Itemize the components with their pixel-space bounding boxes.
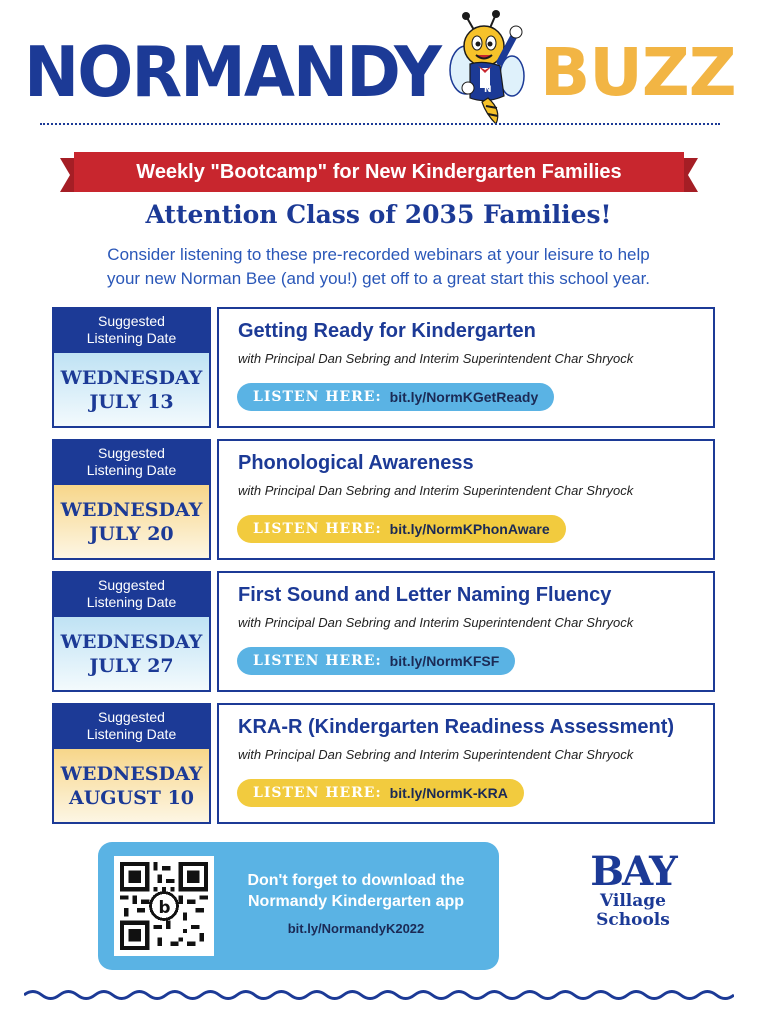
- bee-mascot-icon: [440, 10, 540, 128]
- bay-village-schools-logo: [588, 848, 678, 960]
- date-caption-line-2: Listening Date: [86, 726, 177, 742]
- date-caption-line-1: Suggested: [98, 445, 165, 461]
- listen-link-button[interactable]: [237, 515, 566, 543]
- suggested-date-box: [52, 307, 211, 428]
- app-download-link[interactable]: bit.ly/NormandyK2022: [287, 921, 425, 936]
- session-info-box: [217, 571, 715, 692]
- suggested-date-box: [52, 571, 211, 692]
- session-row: [52, 307, 715, 428]
- ribbon-title: Weekly "Bootcamp" for New Kindergarten Families: [136, 160, 622, 183]
- session-info-box: [217, 703, 715, 824]
- listen-url[interactable]: bit.ly/NormKGetReady: [389, 389, 539, 405]
- session-info-box: [217, 307, 715, 428]
- listen-label: LISTEN HERE:: [253, 785, 382, 801]
- intro-line-2: your new Norman Bee (and you!) get off to a great start this school year.: [106, 269, 651, 288]
- listen-label: LISTEN HERE:: [253, 653, 382, 669]
- date-day: WEDNESDAY: [60, 498, 203, 521]
- date-date: JULY 20: [89, 522, 174, 545]
- svg-text:b: b: [158, 897, 171, 918]
- session-info-box: [217, 439, 715, 560]
- date-date: JULY 13: [89, 390, 174, 413]
- date-date: AUGUST 10: [68, 786, 195, 809]
- date-value: [54, 353, 209, 426]
- masthead-divider: [40, 123, 720, 125]
- app-download-card[interactable]: [98, 842, 499, 970]
- date-value: [54, 617, 209, 690]
- intro-text: [40, 243, 717, 291]
- masthead-title-normandy: NORMANDY: [24, 32, 440, 113]
- date-caption: [54, 441, 209, 485]
- listen-label: LISTEN HERE:: [253, 521, 382, 537]
- date-caption: [54, 705, 209, 749]
- date-caption-line-2: Listening Date: [86, 330, 177, 346]
- logo-word-schools: Schools: [596, 910, 670, 930]
- date-date: JULY 27: [89, 654, 174, 677]
- session-row: [52, 439, 715, 560]
- masthead: [0, 0, 757, 130]
- session-title: Phonological Awareness: [238, 452, 474, 474]
- app-promo-line-2: Normandy Kindergarten app: [247, 893, 465, 910]
- date-caption-line-1: Suggested: [98, 313, 165, 329]
- svg-text:N: N: [484, 85, 492, 95]
- date-value: [54, 749, 209, 822]
- qr-code-icon[interactable]: [114, 856, 214, 956]
- listen-link-button[interactable]: [237, 383, 554, 411]
- listen-url[interactable]: bit.ly/NormKFSF: [389, 653, 500, 669]
- listen-link-button[interactable]: [237, 647, 515, 675]
- listen-url[interactable]: bit.ly/NormKPhonAware: [389, 521, 550, 537]
- masthead-title-buzz: BUZZ: [540, 34, 736, 111]
- qr-code-graphic: [120, 862, 208, 950]
- session-title: KRA-R (Kindergarten Readiness Assessment): [238, 716, 675, 738]
- session-presenters: with Principal Dan Sebring and Interim Superintendent Char Shryock: [238, 483, 634, 498]
- logo-word-bay: BAY: [590, 848, 676, 895]
- app-promo-text: [223, 870, 489, 912]
- date-value: [54, 485, 209, 558]
- session-presenters: with Principal Dan Sebring and Interim Superintendent Char Shryock: [238, 615, 634, 630]
- page-headline: Attention Class of 2035 Families!: [145, 200, 612, 229]
- suggested-date-box: [52, 703, 211, 824]
- date-caption-line-1: Suggested: [98, 709, 165, 725]
- logo-word-village: Village: [600, 891, 666, 911]
- wave-border-icon: [24, 988, 734, 1002]
- listen-url[interactable]: bit.ly/NormK-KRA: [389, 785, 508, 801]
- date-day: WEDNESDAY: [60, 630, 203, 653]
- session-row: [52, 703, 715, 824]
- date-caption-line-2: Listening Date: [86, 462, 177, 478]
- session-presenters: with Principal Dan Sebring and Interim Superintendent Char Shryock: [238, 351, 634, 366]
- listen-link-button[interactable]: [237, 779, 524, 807]
- date-caption: [54, 573, 209, 617]
- intro-line-1: Consider listening to these pre-recorded webinars at your leisure to help: [107, 245, 650, 264]
- date-caption-line-2: Listening Date: [86, 594, 177, 610]
- listen-label: LISTEN HERE:: [253, 389, 382, 405]
- session-title: First Sound and Letter Naming Fluency: [238, 584, 612, 606]
- suggested-date-box: [52, 439, 211, 560]
- date-caption-line-1: Suggested: [98, 577, 165, 593]
- app-promo-line-1: Don't forget to download the: [247, 872, 465, 889]
- session-title: Getting Ready for Kindergarten: [238, 320, 536, 342]
- session-row: [52, 571, 715, 692]
- date-day: WEDNESDAY: [60, 366, 203, 389]
- date-day: WEDNESDAY: [60, 762, 203, 785]
- session-presenters: with Principal Dan Sebring and Interim Superintendent Char Shryock: [238, 747, 634, 762]
- date-caption: [54, 309, 209, 353]
